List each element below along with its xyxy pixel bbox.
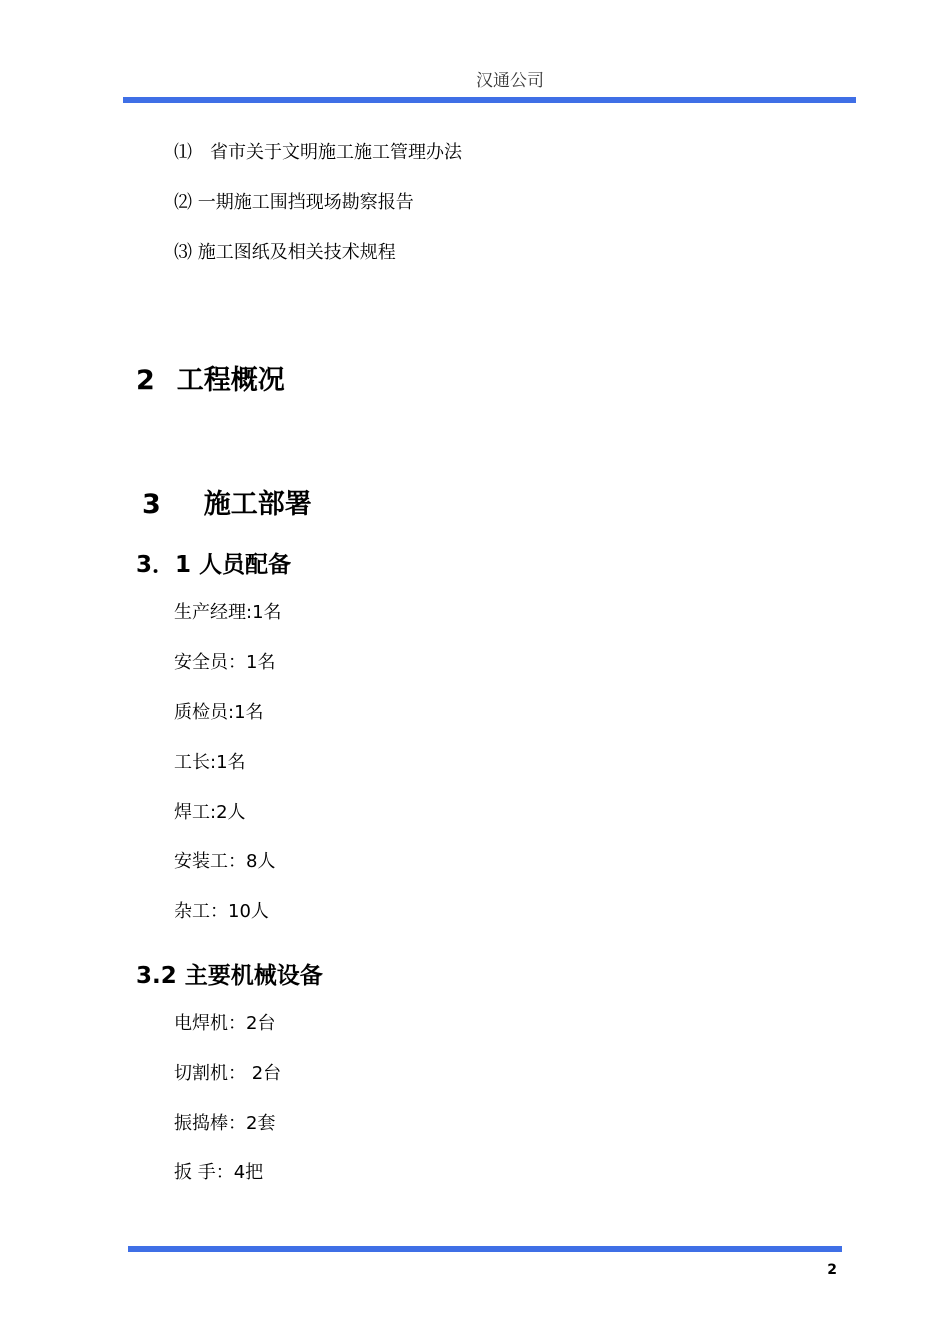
staff-item: 杂工：10人 [174,901,269,922]
equipment-item: 切割机： 2台 [174,1063,282,1084]
footer-rule [128,1246,842,1252]
header-rule [123,97,856,103]
section-3-heading [142,482,312,521]
page-number: 2 [827,1262,837,1278]
staff-item: 质检员:1名 [174,702,264,723]
equipment-item: 扳 手：4把 [174,1162,264,1183]
section-3-number: 3 [142,489,161,520]
staff-item: 生产经理:1名 [174,602,282,623]
page-header: 汉通公司 [476,71,544,91]
staff-item: 安全员：1名 [174,652,276,673]
section-3-2-heading: 3.2 主要机械设备 [136,963,323,989]
section-3-1-heading: 3．1 人员配备 [136,552,292,578]
section-2-title: 工程概况 [176,365,285,396]
staff-item: 工长:1名 [174,752,246,773]
reference-item-3: ⑶ 施工图纸及相关技术规程 [174,242,396,263]
reference-item-1: ⑴ 省市关于文明施工施工管理办法 [174,142,462,163]
staff-item: 安装工：8人 [174,851,276,872]
reference-item-2: ⑵ 一期施工围挡现场勘察报告 [174,192,414,213]
section-2-number: 2 [136,365,155,396]
section-2-heading [136,358,285,397]
equipment-item: 振捣棒：2套 [174,1113,276,1134]
equipment-item: 电焊机：2台 [174,1013,276,1034]
staff-item: 焊工:2人 [174,802,246,823]
section-3-title: 施工部署 [203,489,312,520]
